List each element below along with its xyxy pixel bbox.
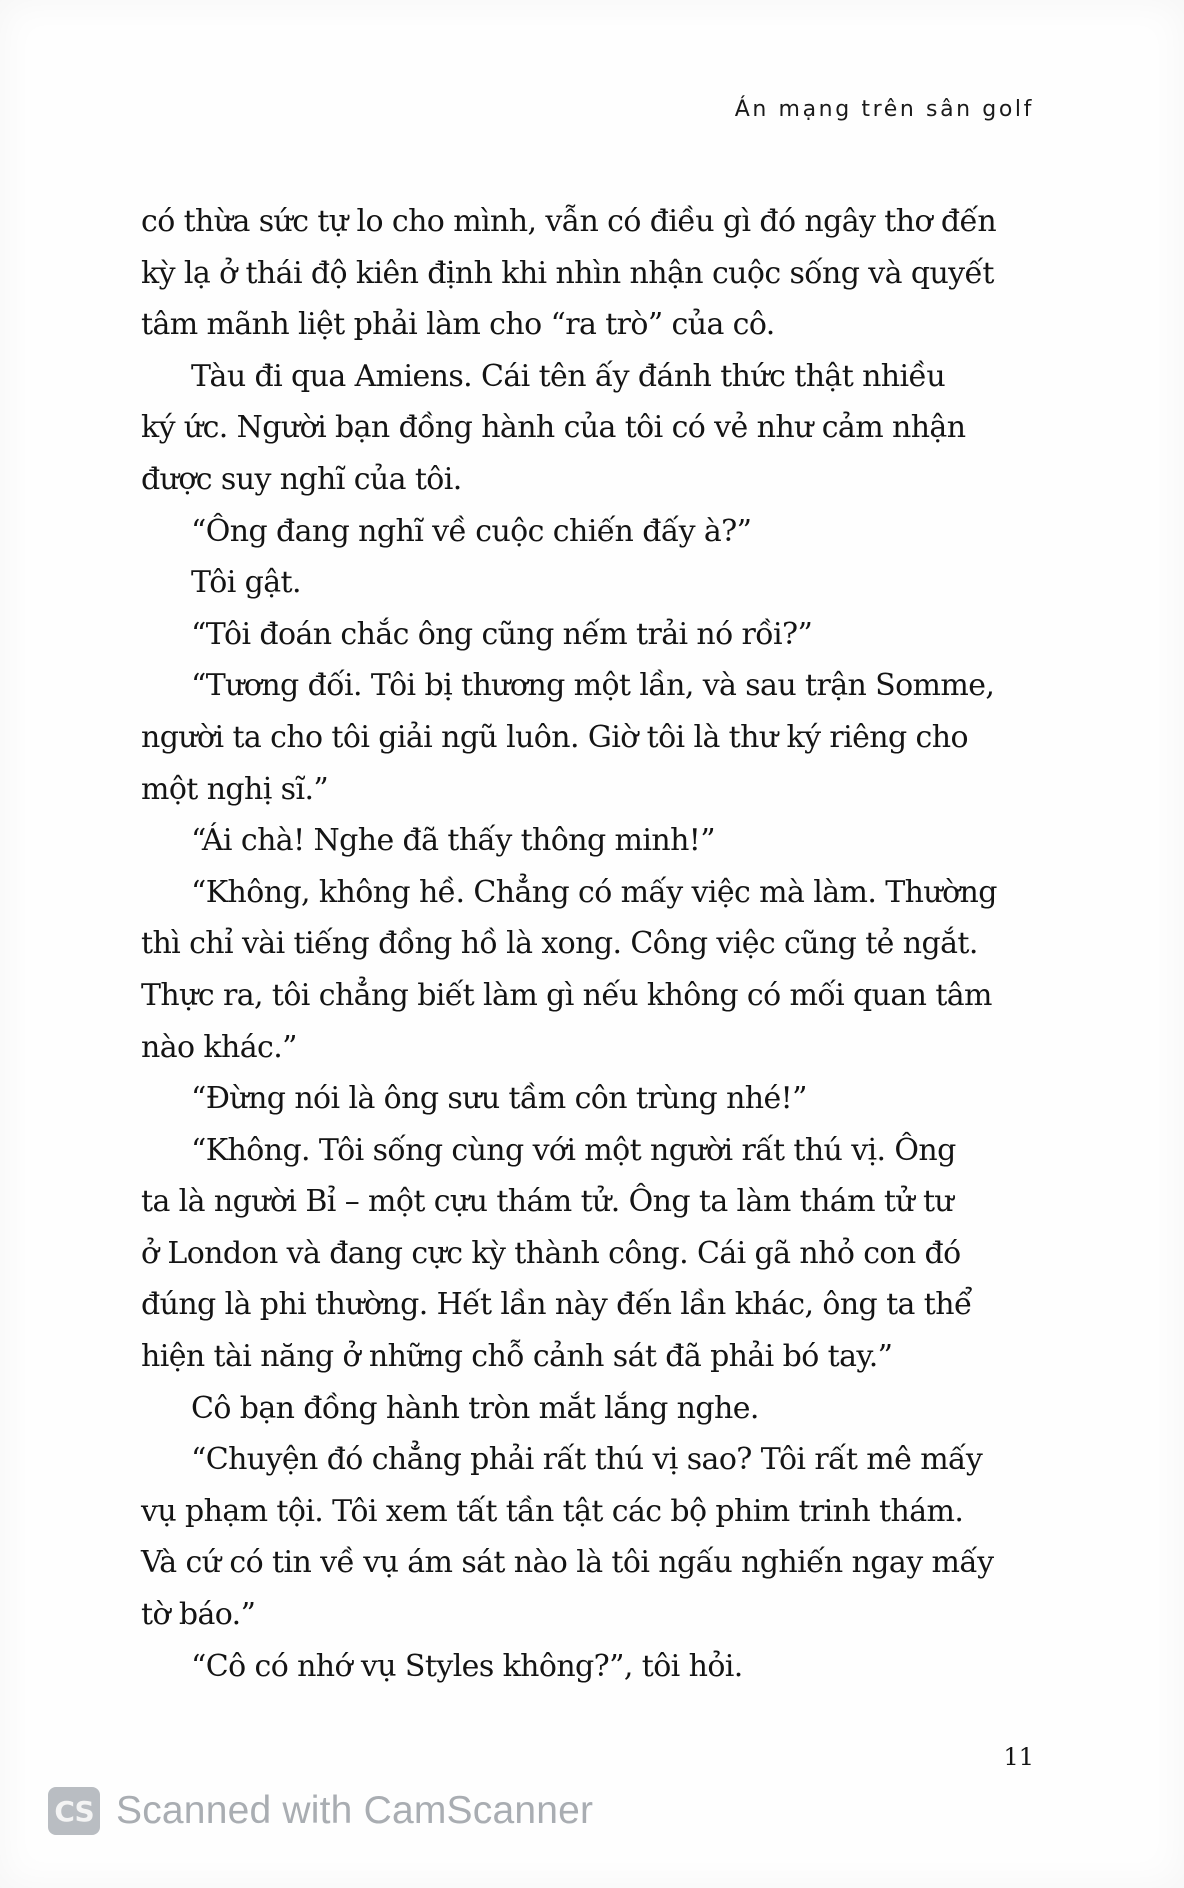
text-line: “Ái chà! Nghe đã thấy thông minh!” bbox=[191, 823, 715, 859]
text-line: vụ phạm tội. Tôi xem tất tần tật các bộ phim trinh thám. bbox=[141, 1493, 964, 1529]
text-line: kỳ lạ ở thái độ kiên định khi nhìn nhận cuộc sống và quyết bbox=[141, 255, 994, 291]
text-line: “Cô có nhớ vụ Styles không?”, tôi hỏi. bbox=[191, 1648, 743, 1684]
camscanner-logo-icon: CS bbox=[48, 1787, 100, 1835]
text-line: một nghị sĩ.” bbox=[141, 771, 329, 807]
text-line: “Đừng nói là ông sưu tầm côn trùng nhé!” bbox=[191, 1081, 807, 1117]
text-line: Tôi gật. bbox=[191, 565, 301, 601]
text-line: “Ông đang nghĩ về cuộc chiến đấy à?” bbox=[191, 513, 752, 549]
text-line: hiện tài năng ở những chỗ cảnh sát đã phải bó tay.” bbox=[141, 1339, 893, 1375]
text-line: người ta cho tôi giải ngũ luôn. Giờ tôi là thư ký riêng cho bbox=[141, 719, 968, 755]
text-line: ký ức. Người bạn đồng hành của tôi có vẻ như cảm nhận bbox=[141, 410, 966, 446]
camscanner-watermark bbox=[48, 1784, 593, 1838]
text-line: “Không. Tôi sống cùng với một người rất thú vị. Ông bbox=[191, 1132, 956, 1168]
text-line: được suy nghĩ của tôi. bbox=[141, 461, 462, 497]
text-line: thì chỉ vài tiếng đồng hồ là xong. Công việc cũng tẻ ngắt. bbox=[141, 926, 978, 962]
text-line: “Tương đối. Tôi bị thương một lần, và sau trận Somme, bbox=[191, 668, 995, 704]
running-header-title: Án mạng trên sân golf bbox=[734, 97, 1034, 122]
page-number: 11 bbox=[1003, 1743, 1034, 1771]
text-line: tờ báo.” bbox=[141, 1597, 256, 1633]
text-line: Và cứ có tin về vụ ám sát nào là tôi ngấu nghiến ngay mấy bbox=[141, 1545, 994, 1581]
text-line: Tàu đi qua Amiens. Cái tên ấy đánh thức thật nhiều bbox=[191, 358, 946, 394]
text-line: ta là người Bỉ – một cựu thám tử. Ông ta làm thám tử tư bbox=[141, 1184, 954, 1220]
text-line: có thừa sức tự lo cho mình, vẫn có điều gì đó ngây thơ đến bbox=[141, 204, 997, 239]
text-line: nào khác.” bbox=[141, 1029, 297, 1065]
text-line: đúng là phi thường. Hết lần này đến lần khác, ông ta thể bbox=[141, 1287, 972, 1323]
text-line: “Không, không hề. Chẳng có mấy việc mà làm. Thường bbox=[191, 874, 997, 910]
text-line: tâm mãnh liệt phải làm cho “ra trò” của cô. bbox=[141, 307, 775, 343]
text-line: “Tôi đoán chắc ông cũng nếm trải nó rồi?” bbox=[191, 616, 813, 652]
text-line: Cô bạn đồng hành tròn mắt lắng nghe. bbox=[191, 1390, 759, 1426]
text-line: “Chuyện đó chẳng phải rất thú vị sao? Tôi rất mê mấy bbox=[191, 1442, 983, 1478]
text-line: ở London và đang cực kỳ thành công. Cái gã nhỏ con đó bbox=[141, 1235, 961, 1271]
text-line: Thực ra, tôi chẳng biết làm gì nếu không có mối quan tâm bbox=[141, 977, 992, 1013]
watermark-text: Scanned with CamScanner bbox=[116, 1789, 594, 1832]
body-text bbox=[141, 196, 1051, 1692]
